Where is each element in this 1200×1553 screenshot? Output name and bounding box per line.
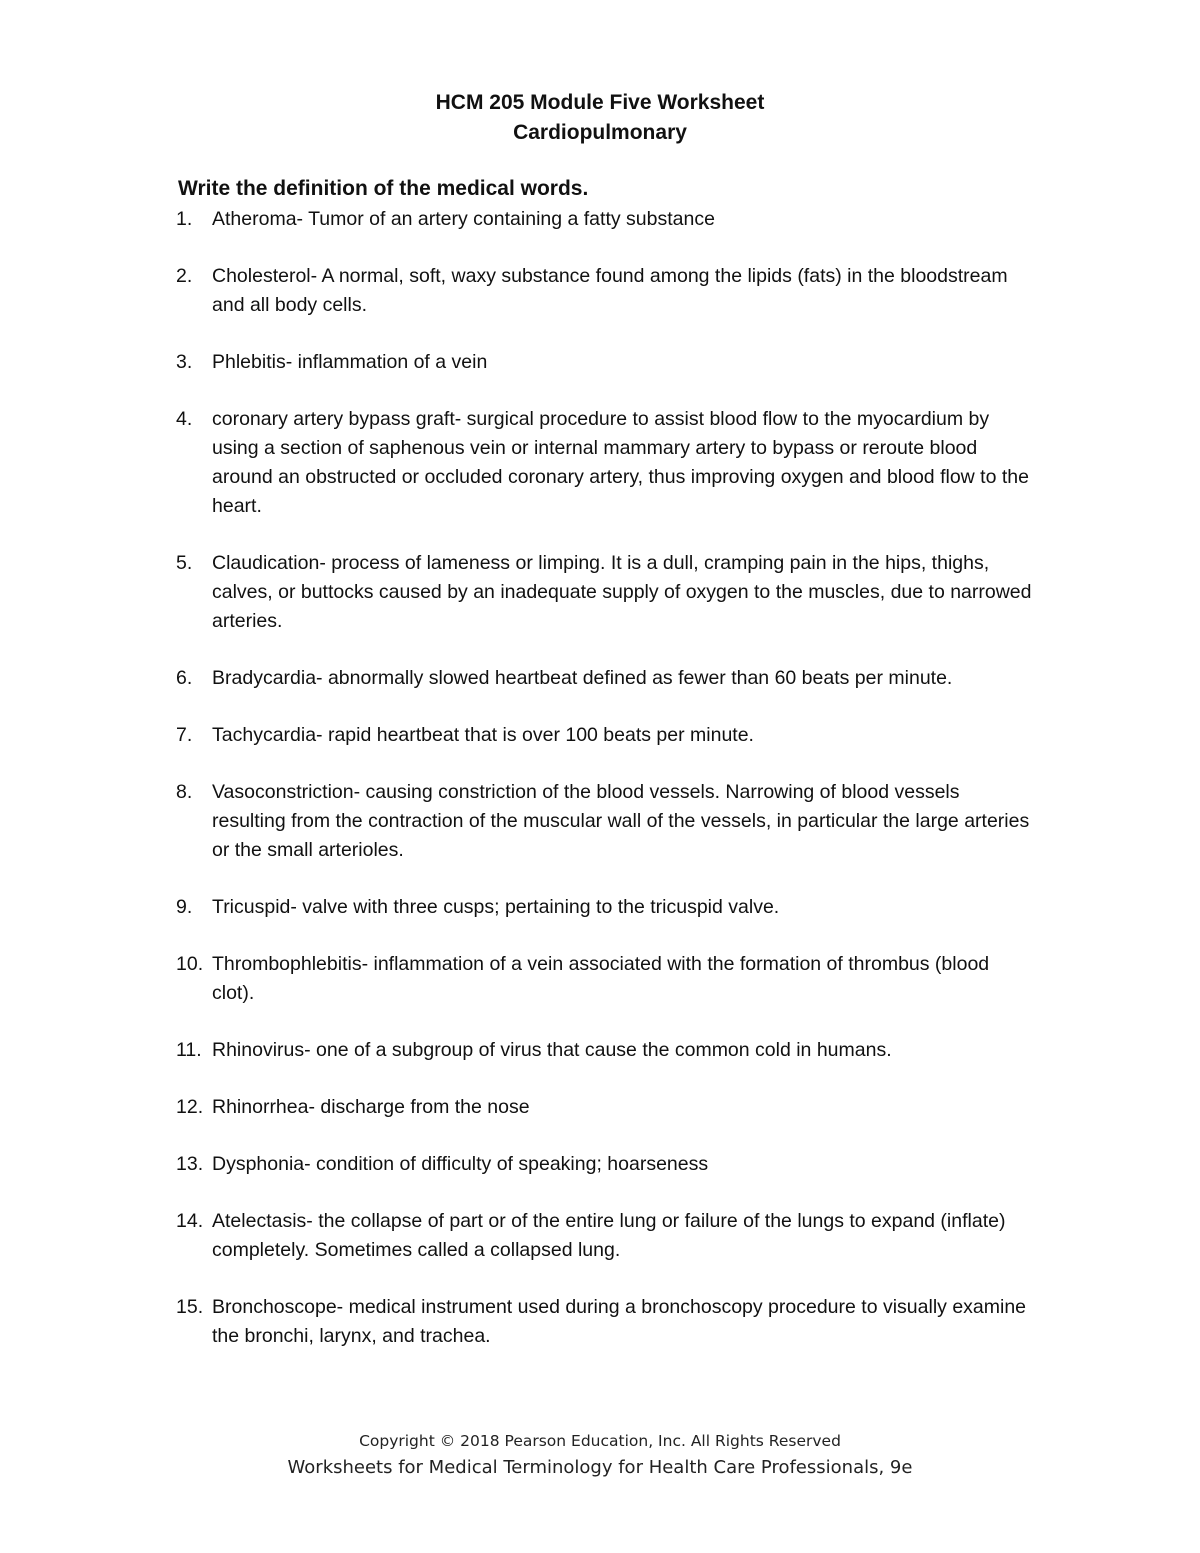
item-number: 9. xyxy=(176,896,193,918)
instructions-heading: Write the definition of the medical words. xyxy=(178,177,589,200)
list-item xyxy=(176,1036,1036,1065)
item-definition: Cholesterol- A normal, soft, waxy substance found among the lipids (fats) in the bloodstream and all body cells. xyxy=(212,265,1008,316)
list-item xyxy=(176,721,1036,750)
worksheet-title: HCM 205 Module Five Worksheet xyxy=(435,91,765,114)
list-item xyxy=(176,950,1036,1008)
item-definition: Rhinovirus- one of a subgroup of virus that cause the common cold in humans. xyxy=(212,1039,892,1061)
item-number: 3. xyxy=(176,351,193,373)
list-item xyxy=(176,778,1036,865)
worksheet-header xyxy=(0,88,1200,148)
item-number: 2. xyxy=(176,265,193,287)
item-definition: Thrombophlebitis- inflammation of a vein associated with the formation of thrombus (blood clot). xyxy=(212,953,990,1004)
item-number: 1. xyxy=(176,208,193,230)
worksheet-subtitle: Cardiopulmonary xyxy=(513,121,687,144)
list-item xyxy=(176,893,1036,922)
list-item xyxy=(176,262,1036,320)
item-definition: Bronchoscope- medical instrument used during a bronchoscopy procedure to visually examine the bronchi, larynx, and trachea. xyxy=(212,1296,1027,1347)
list-item xyxy=(176,205,1036,234)
list-item xyxy=(176,348,1036,377)
item-definition: Phlebitis- inflammation of a vein xyxy=(212,351,488,373)
item-number: 15. xyxy=(176,1296,204,1318)
list-item xyxy=(176,549,1036,636)
item-number: 8. xyxy=(176,781,193,803)
list-item xyxy=(176,1293,1036,1351)
item-definition: coronary artery bypass graft- surgical procedure to assist blood flow to the myocardium by using a section of saphenous vein or internal mammary artery to bypass or reroute blood around an obstructed or occluded coronary artery, thus improving oxygen and blood flow to the heart. xyxy=(212,408,1029,517)
item-number: 5. xyxy=(176,552,193,574)
item-number: 14. xyxy=(176,1210,204,1232)
item-number: 12. xyxy=(176,1096,204,1118)
item-definition: Vasoconstriction- causing constriction of the blood vessels. Narrowing of blood vessels resulting from the contraction of the muscular wall of the vessels, in particular the large arteries or the small arterioles. xyxy=(212,781,1030,861)
list-item xyxy=(176,1207,1036,1265)
item-number: 13. xyxy=(176,1153,204,1175)
item-definition: Rhinorrhea- discharge from the nose xyxy=(212,1096,530,1118)
item-number: 10. xyxy=(176,953,204,975)
item-definition: Atelectasis- the collapse of part or of the entire lung or failure of the lungs to expand (inflate) completely. Sometimes called a collapsed lung. xyxy=(212,1210,1006,1261)
definition-list xyxy=(176,205,1036,1379)
list-item xyxy=(176,1093,1036,1122)
copyright-notice: Copyright © 2018 Pearson Education, Inc. All Rights Reserved xyxy=(359,1432,841,1450)
item-number: 4. xyxy=(176,408,193,430)
page-footer xyxy=(0,1428,1200,1482)
item-number: 7. xyxy=(176,724,193,746)
item-number: 6. xyxy=(176,667,193,689)
item-definition: Bradycardia- abnormally slowed heartbeat defined as fewer than 60 beats per minute. xyxy=(212,667,953,689)
item-number: 11. xyxy=(176,1039,202,1061)
list-item xyxy=(176,1150,1036,1179)
list-item xyxy=(176,405,1036,521)
list-item xyxy=(176,664,1036,693)
item-definition: Tricuspid- valve with three cusps; pertaining to the tricuspid valve. xyxy=(212,896,780,918)
book-title: Worksheets for Medical Terminology for Health Care Professionals, 9e xyxy=(287,1457,913,1478)
item-definition: Tachycardia- rapid heartbeat that is over 100 beats per minute. xyxy=(212,724,754,746)
item-definition: Dysphonia- condition of difficulty of speaking; hoarseness xyxy=(212,1153,709,1175)
item-definition: Claudication- process of lameness or limping. It is a dull, cramping pain in the hips, thighs, calves, or buttocks caused by an inadequate supply of oxygen to the muscles, due to narrowed arteries. xyxy=(212,552,1032,632)
item-definition: Atheroma- Tumor of an artery containing a fatty substance xyxy=(212,208,715,230)
